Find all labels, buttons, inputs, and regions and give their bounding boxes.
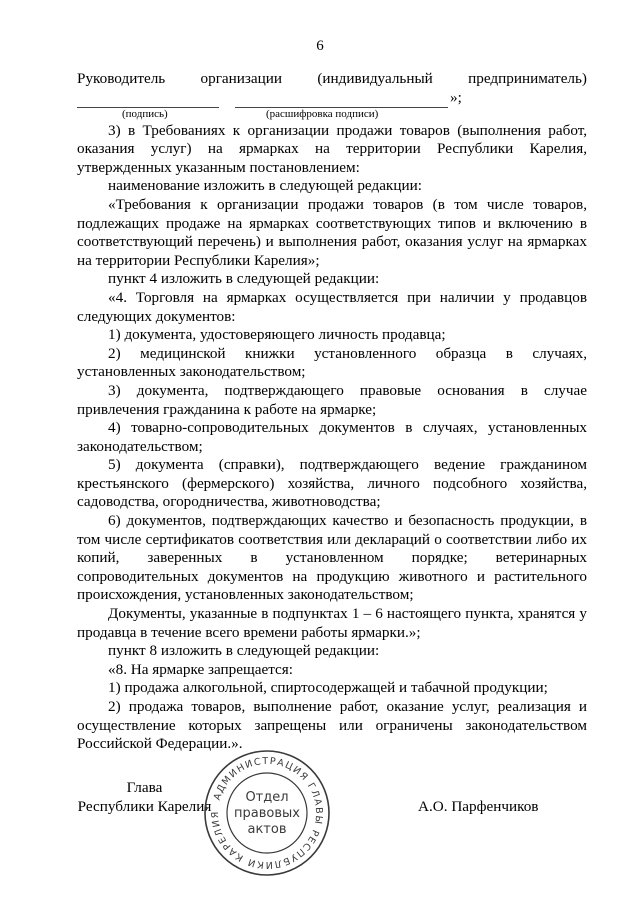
- seal-center-line-3: актов: [247, 822, 287, 837]
- paragraph: «Требования к организации продажи товаров (в том числе товаров, подлежащих продаже на ярмарках соответствующих типов и включению в соответствующий перечень) и выполнения работ, оказания услуг на ярмарках на территории Республики Карелия»;: [77, 195, 587, 269]
- paragraph: 3) в Требованиях к организации продажи товаров (выполнения работ, оказания услуг) на ярмарках на территории Республики Карелия, утвержденных указанным постановлением:: [77, 121, 587, 176]
- paragraph: 5) документа (справки), подтверждающего ведение гражданином крестьянского (фермерского) хозяйства, личного подсобного хозяйства, садоводства, огородничества, животноводства;: [77, 456, 587, 511]
- paragraph: пункт 4 изложить в следующей редакции:: [108, 270, 380, 288]
- paragraph: «4. Торговля на ярмарках осуществляется при наличии у продавцов следующих документов:: [77, 288, 587, 325]
- paragraph: 6) документов, подтверждающих качество и безопасность продукции, в том числе сертификатов соответствия или деклараций о соответствии либо их копий, заверенных в установленном порядке; ветеринарных сопроводительных документов на продукцию животного и растительного происхождения, установленных законодательством;: [77, 512, 587, 604]
- paragraph: 4) товарно-сопроводительных документов в случаях, установленных законодательством;: [77, 419, 587, 455]
- paragraph: 2) продажа товаров, выполнение работ, оказание услуг, реализация и осуществление которых запрещены или ограничены законодательством Российской Федерации.».: [77, 698, 587, 753]
- page-number: 6: [316, 38, 324, 54]
- signature-area: [0, 755, 640, 898]
- paragraph: 3) документа, подтверждающего правовые основания в случае привлечения гражданина к работе на ярмарке;: [77, 381, 587, 418]
- document-body: [77, 70, 587, 754]
- seal-center-line-1: Отдел: [245, 790, 289, 805]
- position-region: Республики Карелия: [77, 798, 212, 815]
- seal-ring-text: АДМИНИСТРАЦИЯ ГЛАВЫ РЕСПУБЛИКИ КАРЕЛИЯ: [209, 755, 325, 871]
- paragraph: наименование изложить в следующей редакции:: [108, 177, 422, 195]
- position-title: Глава: [126, 779, 163, 796]
- official-seal: [202, 748, 332, 878]
- paragraph: 1) документа, удостоверяющего личность продавца;: [108, 326, 446, 344]
- signature-decode-blank: [235, 93, 448, 108]
- paragraph: пункт 8 изложить в следующей редакции:: [108, 642, 380, 660]
- paragraph: «8. На ярмарке запрещается:: [108, 660, 293, 678]
- paragraph: 1) продажа алкогольной, спиртосодержащей и табачной продукции;: [108, 679, 548, 697]
- signature-blank-line: [77, 89, 587, 108]
- signatory-position: [77, 778, 212, 816]
- signatory-name: А.О. Парфенчиков: [418, 798, 539, 815]
- quote-end: »;: [450, 89, 462, 106]
- paragraph: 2) медицинской книжки установленного образца в случаях, установленных законодательством;: [77, 344, 587, 381]
- caption-signature: (подпись): [122, 107, 168, 120]
- signature-template-line: Руководитель организации (индивидуальный предприниматель): [77, 70, 587, 87]
- caption-decode: (расшифровка подписи): [266, 107, 379, 120]
- signature-blank: [77, 93, 219, 108]
- paragraph: Документы, указанные в подпунктах 1 – 6 настоящего пункта, хранятся у продавца в течение всего времени работы ярмарки.»;: [77, 605, 587, 641]
- seal-center-line-2: правовых: [234, 806, 300, 821]
- signature-captions: [77, 108, 587, 122]
